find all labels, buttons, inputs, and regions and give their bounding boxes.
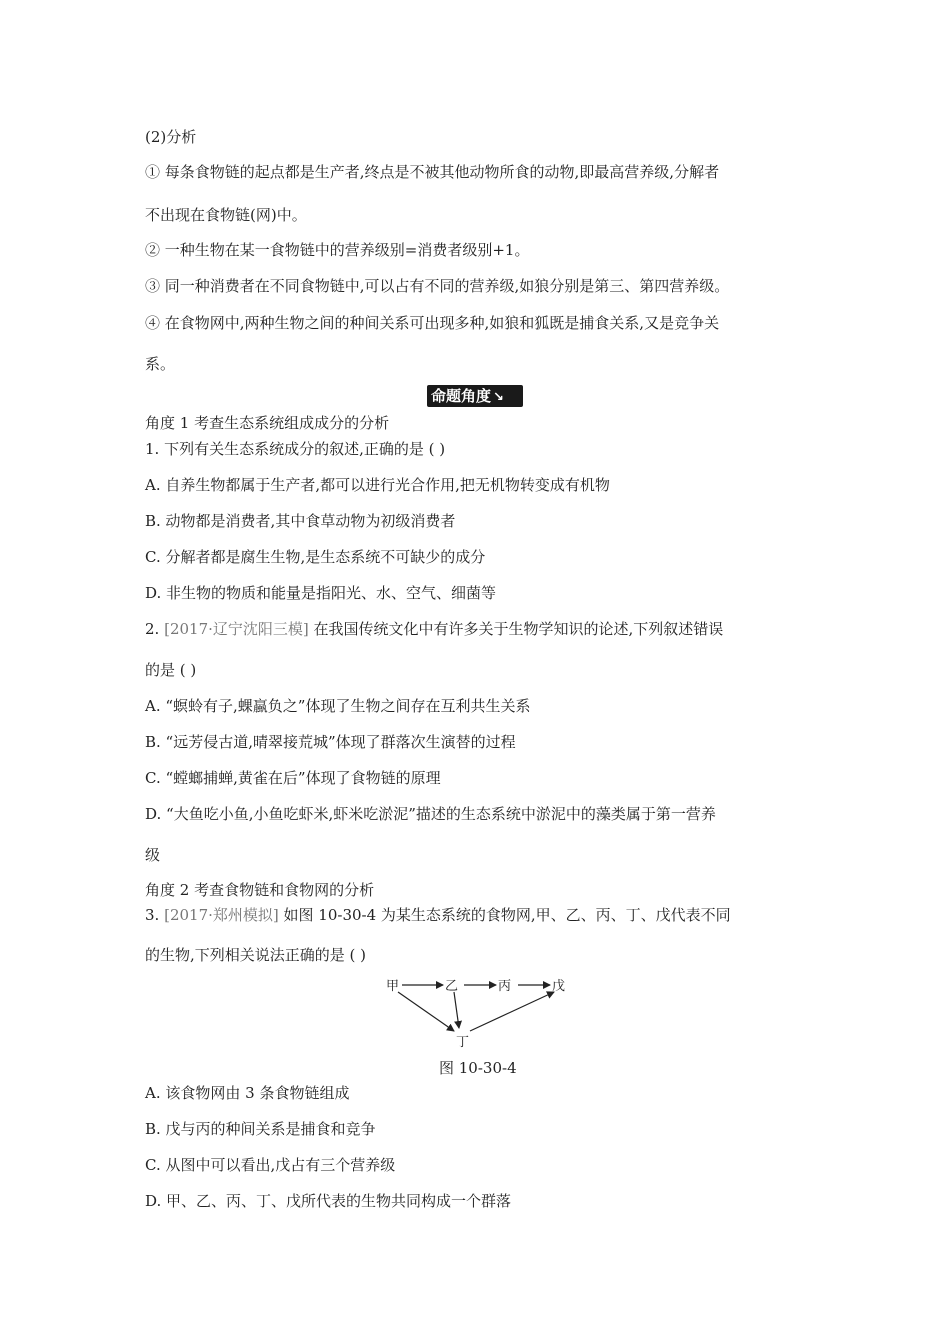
question-3-stem xyxy=(145,905,731,925)
question-2-option-d-cont: 级 xyxy=(145,846,161,864)
question-3-stem-cont: 的生物,下列相关说法正确的是 ( ) xyxy=(145,946,367,964)
analysis-point-1-cont: 不出现在食物链(网)中。 xyxy=(145,206,307,224)
food-web-diagram xyxy=(380,972,580,1052)
question-2-option-b: B. “远芳侵古道,晴翠接荒城”体现了群落次生演替的过程 xyxy=(145,733,516,751)
question-1-stem: 1. 下列有关生态系统成分的叙述,正确的是 ( ) xyxy=(145,440,446,458)
node-jia: 甲 xyxy=(386,979,400,994)
analysis-point-3: ③ 同一种消费者在不同食物链中,可以占有不同的营养级,如狼分别是第三、第四营养级。 xyxy=(145,277,730,295)
question-3-option-d: D. 甲、乙、丙、丁、戊所代表的生物共同构成一个群落 xyxy=(145,1192,512,1210)
arrow-down-right-icon: ↘ xyxy=(493,390,504,405)
proposition-angle-badge xyxy=(427,385,523,407)
angle-2-title: 角度 2 考查食物链和食物网的分析 xyxy=(145,881,375,899)
analysis-point-2: ② 一种生物在某一食物链中的营养级别=消费者级别+1。 xyxy=(145,241,530,259)
question-2-option-d: D. “大鱼吃小鱼,小鱼吃虾米,虾米吃淤泥”描述的生态系统中淤泥中的藻类属于第一营养 xyxy=(145,805,716,823)
node-bing: 丙 xyxy=(498,979,512,994)
question-1-option-b: B. 动物都是消费者,其中食草动物为初级消费者 xyxy=(145,512,456,530)
question-3-stem-text: 如图 10-30-4 为某生态系统的食物网,甲、乙、丙、丁、戊代表不同 xyxy=(278,906,731,924)
question-3-option-c: C. 从图中可以看出,戊占有三个营养级 xyxy=(145,1156,396,1174)
node-wu: 戊 xyxy=(552,979,566,994)
question-3-number: 3. xyxy=(145,906,165,924)
question-2-option-a: A. “螟蛉有子,蜾蠃负之”体现了生物之间存在互利共生关系 xyxy=(145,697,531,715)
question-3-source: [2017·郑州模拟] xyxy=(164,906,279,924)
node-ding: 丁 xyxy=(456,1035,470,1050)
angle-1-title: 角度 1 考查生态系统组成成分的分析 xyxy=(145,414,390,432)
question-2-stem-cont: 的是 ( ) xyxy=(145,661,197,679)
badge-label: 命题角度 xyxy=(431,387,492,405)
analysis-point-1: ① 每条食物链的起点都是生产者,终点是不被其他动物所食的动物,即最高营养级,分解者 xyxy=(145,163,720,181)
section-heading: (2)分析 xyxy=(145,128,197,146)
question-1-option-a: A. 自养生物都属于生产者,都可以进行光合作用,把无机物转变成有机物 xyxy=(145,476,610,494)
figure-caption: 图 10-30-4 xyxy=(439,1059,517,1077)
question-3-option-b: B. 戊与丙的种间关系是捕食和竞争 xyxy=(145,1120,376,1138)
question-2-stem-text: 在我国传统文化中有许多关于生物学知识的论述,下列叙述错误 xyxy=(308,620,724,638)
question-2-source: [2017·辽宁沈阳三模] xyxy=(164,620,309,638)
edge-yi-ding xyxy=(454,992,459,1028)
edge-ding-wu xyxy=(470,992,554,1031)
analysis-point-4: ④ 在食物网中,两种生物之间的种间关系可出现多种,如狼和狐既是捕食关系,又是竞争关 xyxy=(145,314,720,332)
analysis-point-4-cont: 系。 xyxy=(145,355,176,373)
node-yi: 乙 xyxy=(445,979,459,994)
question-2-stem xyxy=(145,619,723,639)
question-1-option-c: C. 分解者都是腐生生物,是生态系统不可缺少的成分 xyxy=(145,548,486,566)
question-2-option-c: C. “螳螂捕蝉,黄雀在后”体现了食物链的原理 xyxy=(145,769,441,787)
question-3-option-a: A. 该食物网由 3 条食物链组成 xyxy=(145,1084,350,1102)
edge-jia-ding xyxy=(398,992,454,1031)
question-2-number: 2. xyxy=(145,620,165,638)
question-1-option-d: D. 非生物的物质和能量是指阳光、水、空气、细菌等 xyxy=(145,584,497,602)
